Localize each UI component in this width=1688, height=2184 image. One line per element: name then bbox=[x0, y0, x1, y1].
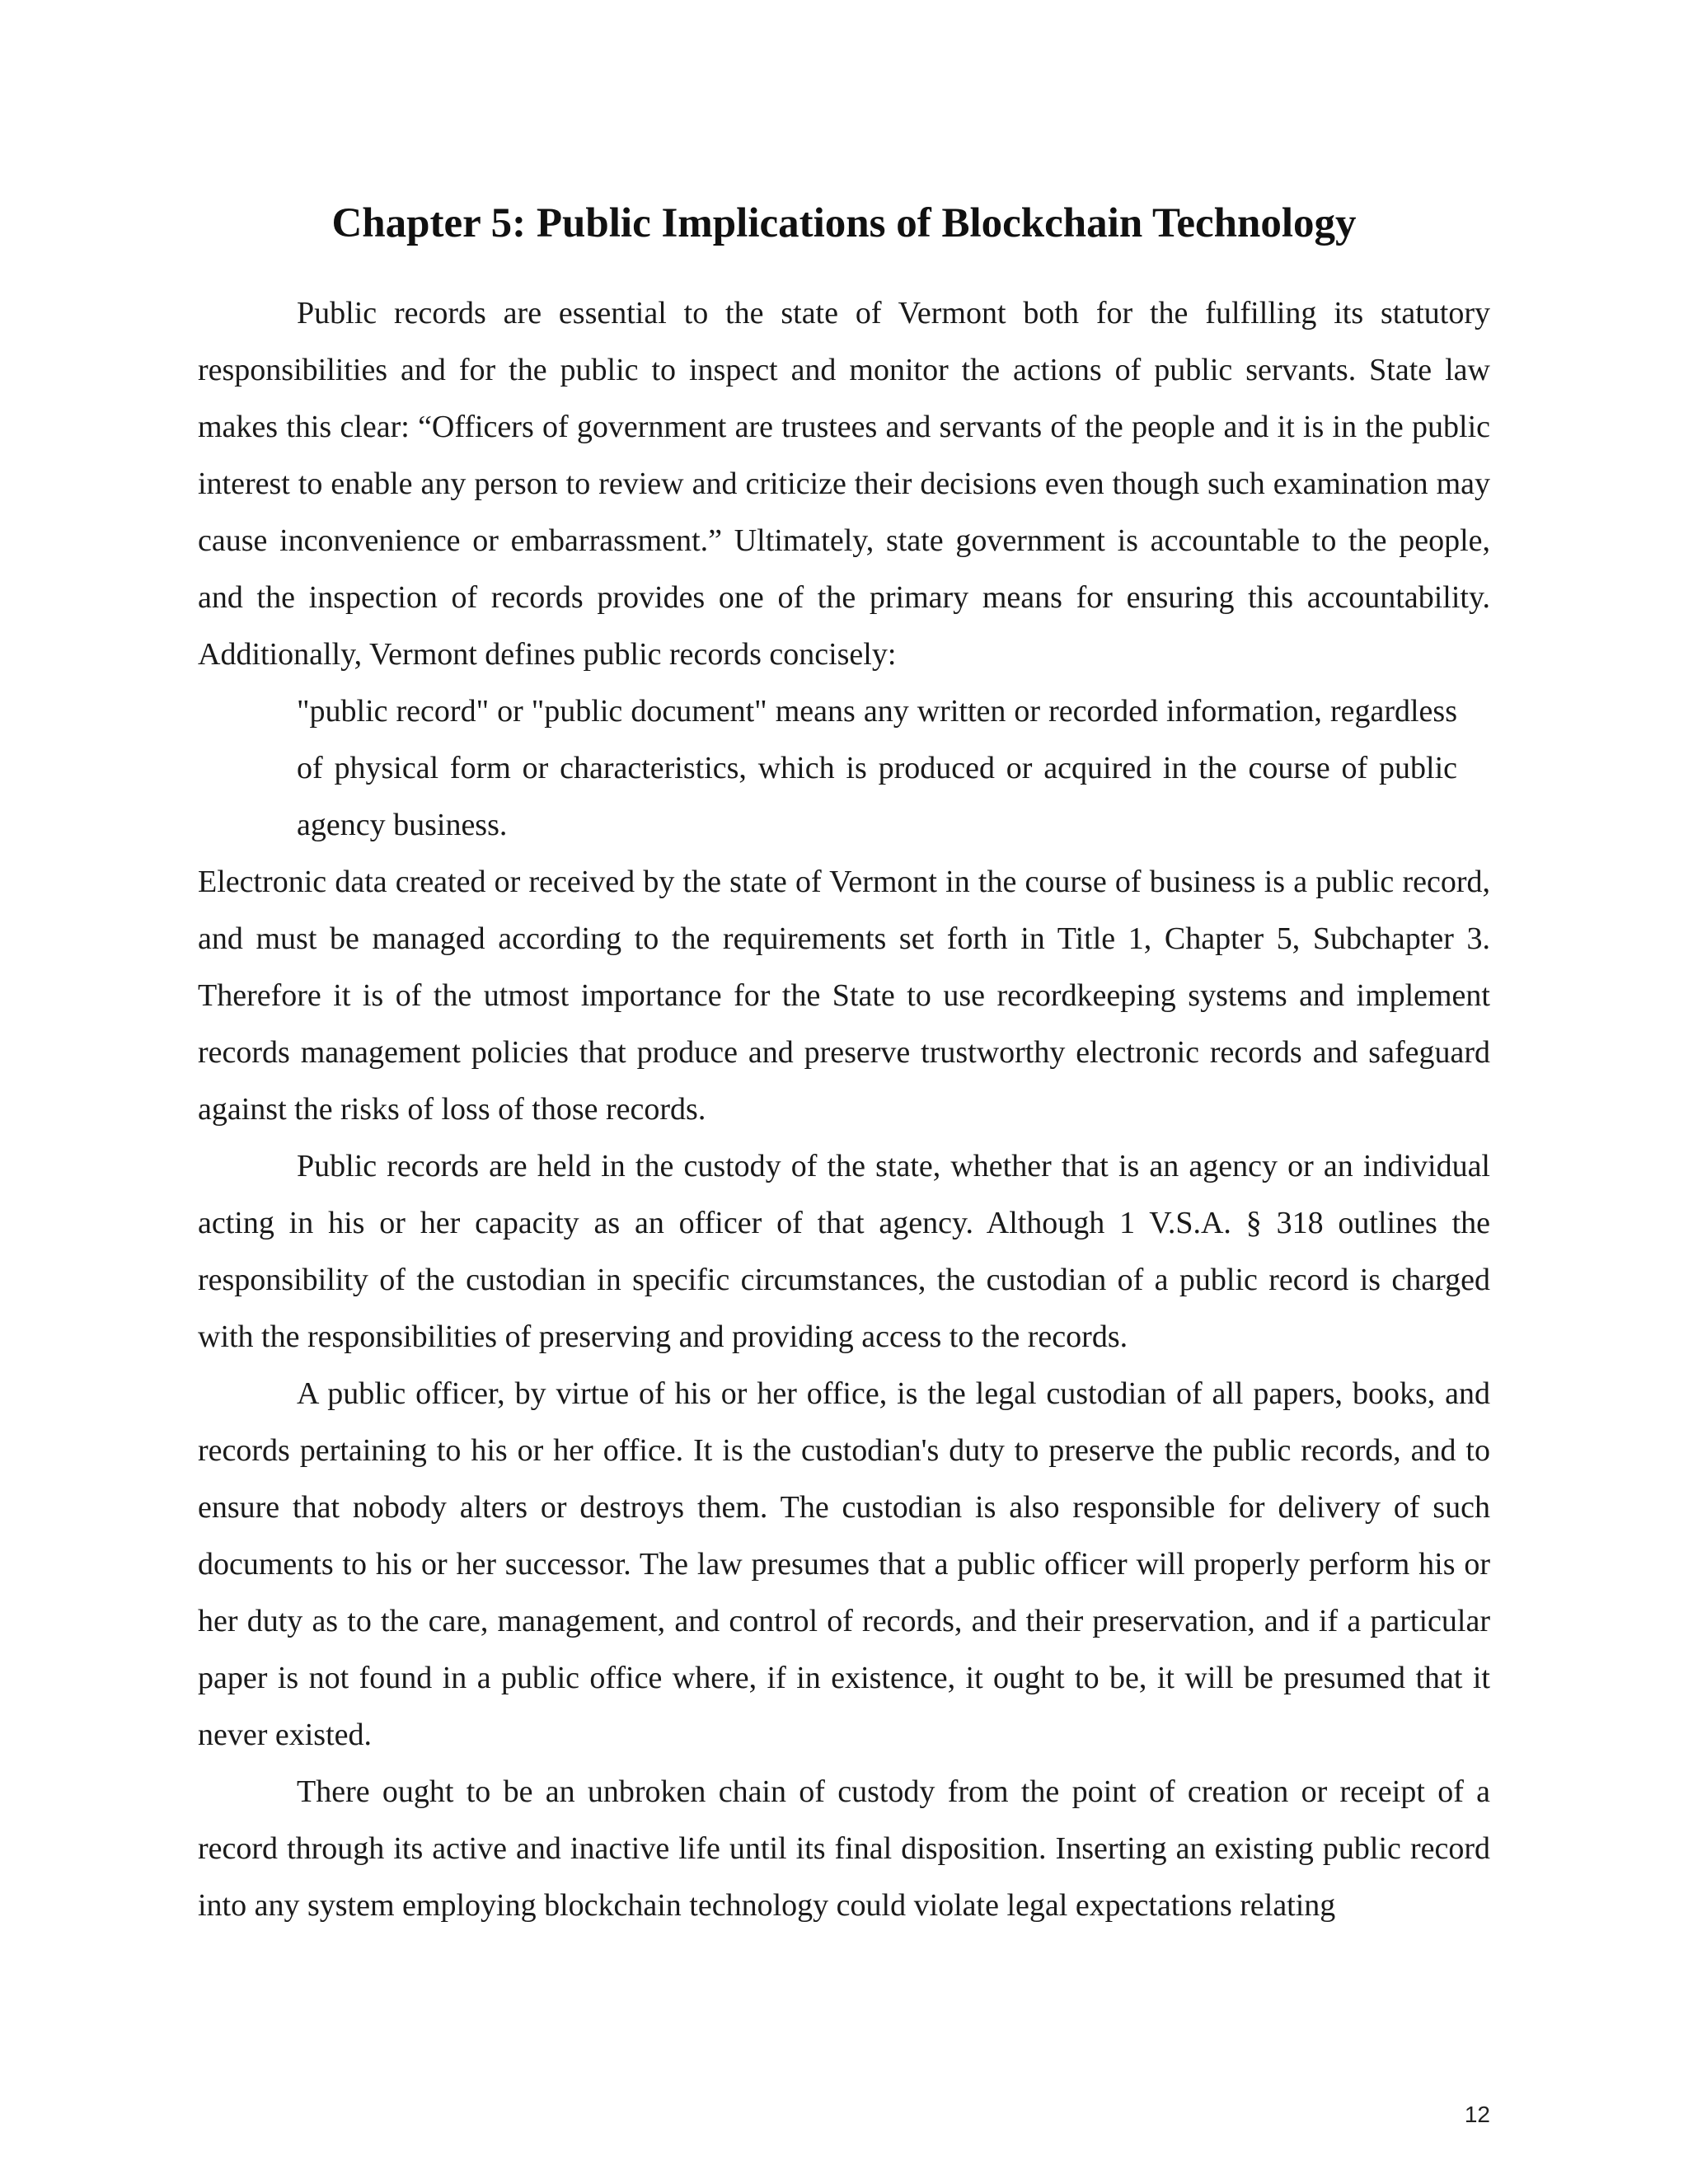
paragraph-public-officer: A public officer, by virtue of his or her office, is the legal custodian of all papers, books, and records pertaining to his or her office. It is the custodian's duty to preserve the public records, and to ensure that nobody alters or destroys them. The custodian is also responsible for delivery of such documents to his or her successor. The law presumes that a public officer will properly perform his or her duty as to the care, management, and control of records, and their preservation, and if a particular paper is not found in a public office where, if in existence, it ought to be, it will be presumed that it never existed. bbox=[198, 1376, 1490, 1752]
paragraph-chain-of-custody: There ought to be an unbroken chain of custody from the point of creation or receipt of a record through its active and inactive life until its final disposition. Inserting an existing public record into any system employing blockchain technology could violate legal expectations relating bbox=[198, 1774, 1490, 1923]
paragraph-custody: Public records are held in the custody of the state, whether that is an agency or an individual acting in his or her capacity as an officer of that agency. Although 1 V.S.A. § 318 outlines the responsibility of the custodian in specific circumstances, the custodian of a public record is charged with the responsibilities of preserving and providing access to the records. bbox=[198, 1149, 1490, 1354]
document-page bbox=[198, 196, 1490, 1934]
page-number: 12 bbox=[1464, 2102, 1490, 2127]
paragraph-electronic-data: Electronic data created or received by the state of Vermont in the course of business is a public record, and must be managed according to the requirements set forth in Title 1, Chapter 5, Subchapter 3. Therefore it is of the utmost importance for the State to use recordkeeping systems and implement records management policies that produce and preserve trustworthy electronic records and safeguard against the risks of loss of those records. bbox=[198, 865, 1490, 1127]
paragraph-public-records-intro: Public records are essential to the state of Vermont both for the fulfilling its statutory responsibilities and for the public to inspect and monitor the actions of public servants. State law makes this clear: “Officers of government are trustees and servants of the people and it is in the public interest to enable any person to review and criticize their decisions even though such examination may cause inconvenience or embarrassment.” Ultimately, state government is accountable to the people, and the inspection of records provides one of the primary means for ensuring this accountability. Additionally, Vermont defines public records concisely: bbox=[198, 296, 1490, 672]
block-quote-public-record-definition: "public record" or "public document" means any written or recorded information, regardless of physical form or characteristics, which is produced or acquired in the course of public agency business. bbox=[297, 694, 1457, 842]
chapter-title: Chapter 5: Public Implications of Blockchain Technology bbox=[331, 200, 1357, 246]
